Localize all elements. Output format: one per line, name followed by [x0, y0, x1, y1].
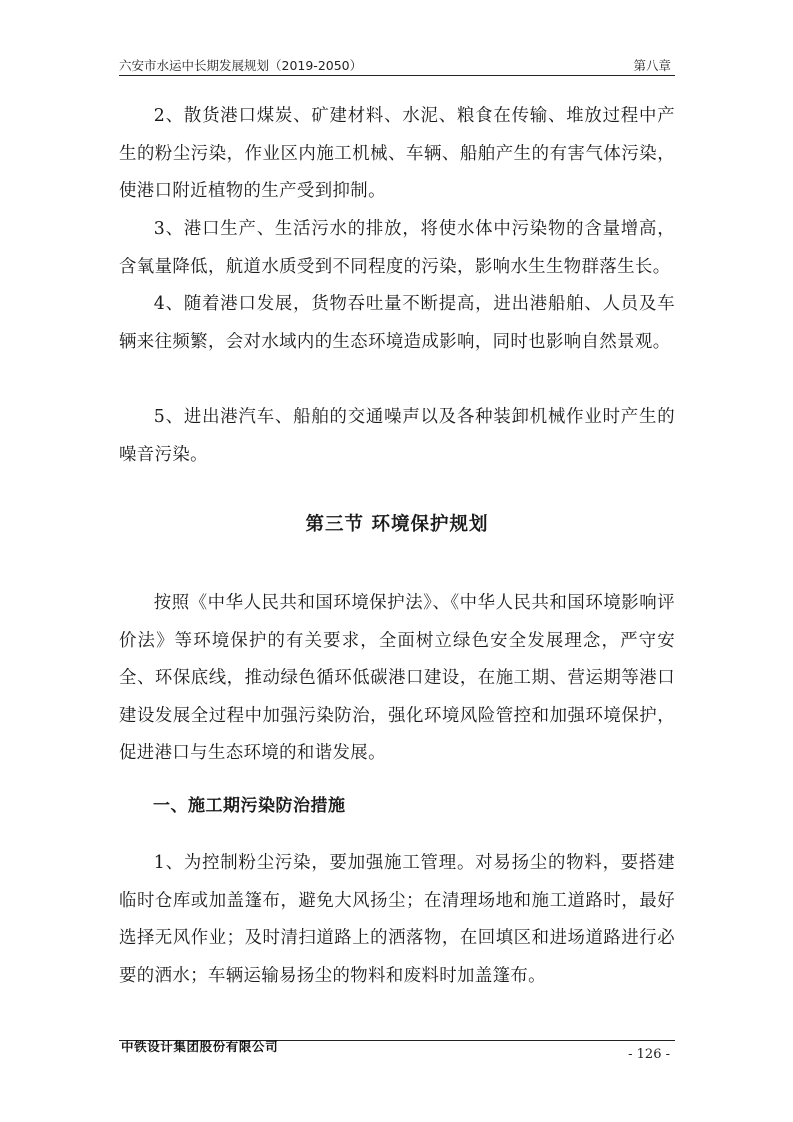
- page-header: [119, 54, 675, 74]
- subsection-title: 一、施工期污染防治措施: [153, 796, 346, 816]
- paragraph-dust-pollution: 2、散货港口煤炭、矿建材料、水泥、粮食在传输、堆放过程中产生的粉尘污染，作业区内施工机械、车辆、船舶产生的有害气体污染，使港口附近植物的生产受到抑制。: [119, 106, 675, 201]
- paragraph-wastewater: 3、港口生产、生活污水的排放，将使水体中污染物的含量增高，含氧量降低，航道水质受到不同程度的污染，影响水生生物群落生长。: [119, 219, 675, 277]
- section-title: 第三节 环境保护规划: [305, 514, 489, 535]
- page-number: - 126 -: [628, 1047, 670, 1062]
- chapter-label: 第八章: [633, 58, 671, 73]
- paragraph-dust-control: 1、为控制粉尘污染，要加强施工管理。对易扬尘的物料，要搭建临时仓库或加盖篷布，避免大风扬尘；在清理场地和施工道路时，最好选择无风作业；及时清扫道路上的洒落物，在回填区和进场道路进行必要的洒水；车辆运输易扬尘的物料和废料时加盖篷布。: [119, 853, 675, 986]
- document-title: 六安市水运中长期发展规划（2019-2050）: [119, 58, 363, 73]
- header-rule: [119, 75, 675, 76]
- paragraph-traffic-impact: 4、随着港口发展，货物吞吐量不断提高，进出港船舶、人员及车辆来往频繁，会对水域内的生态环境造成影响，同时也影响自然景观。: [119, 294, 675, 352]
- footer-company-name: 中铁设计集团股份有限公司: [121, 1039, 279, 1054]
- paragraph-section-intro: 按照《中华人民共和国环境保护法》、《中华人民共和国环境影响评价法》等环境保护的有关要求，全面树立绿色安全发展理念，严守安全、环保底线，推动绿色循环低碳港口建设，在施工期、营运期等港口建设发展全过程中加强污染防治，强化环境风险管控和加强环境保护，促进港口与生态环境的和谐发展。: [119, 593, 675, 763]
- paragraph-noise: 5、进出港汽车、船舶的交通噪声以及各种装卸机械作业时产生的噪音污染。: [119, 407, 675, 465]
